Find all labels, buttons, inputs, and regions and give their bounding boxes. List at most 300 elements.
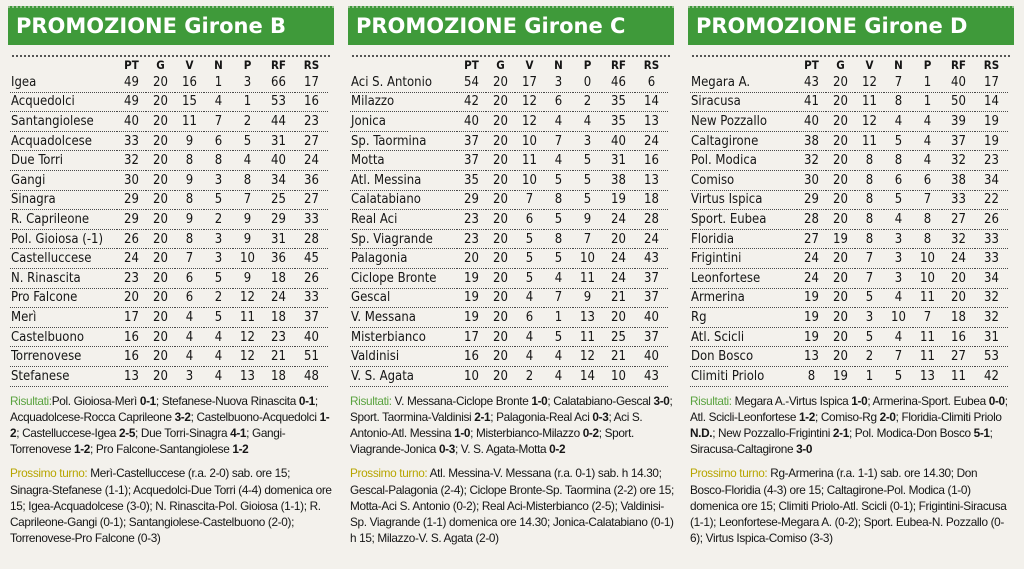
stat-p: 1 xyxy=(913,92,942,112)
stat-pt: 16 xyxy=(117,347,146,367)
stat-p: 10 xyxy=(573,249,602,269)
stat-g: 20 xyxy=(146,170,175,190)
stat-n: 4 xyxy=(884,112,913,132)
stat-v: 9 xyxy=(175,170,204,190)
table-row xyxy=(350,366,668,386)
header-team xyxy=(350,57,457,73)
stat-pt: 19 xyxy=(797,288,826,308)
stat-rs: 19 xyxy=(975,131,1008,151)
stat-pt: 49 xyxy=(117,92,146,112)
team-name: Motta xyxy=(350,151,457,171)
table-row xyxy=(10,366,328,386)
stat-v: 6 xyxy=(175,288,204,308)
stat-p: 9 xyxy=(573,210,602,230)
stat-n: 5 xyxy=(204,268,233,288)
stat-p: 9 xyxy=(233,268,262,288)
table-row xyxy=(350,112,668,132)
stat-rs: 13 xyxy=(635,112,668,132)
header-p: P xyxy=(243,58,252,72)
match-teams: ; Due Torri-Sinagra xyxy=(135,425,231,440)
match-score: 5-1 xyxy=(973,425,990,440)
stat-p: 6 xyxy=(913,170,942,190)
team-name: Igea xyxy=(10,73,117,92)
stat-g: 20 xyxy=(486,268,515,288)
match-teams: ; Sport. Viagrande-Jonica xyxy=(350,425,634,457)
stat-rs: 17 xyxy=(975,73,1008,92)
stat-pt: 8 xyxy=(797,366,826,386)
stat-v: 5 xyxy=(855,327,884,347)
stat-pt: 13 xyxy=(797,347,826,367)
team-name: Atl. Messina xyxy=(350,170,457,190)
stat-pt: 20 xyxy=(117,288,146,308)
table-row xyxy=(690,190,1008,210)
stat-pt: 24 xyxy=(797,249,826,269)
prossimo-turno-paragraph xyxy=(690,465,1014,546)
stat-rf: 25 xyxy=(262,190,295,210)
stat-rs: 33 xyxy=(975,249,1008,269)
table-row xyxy=(690,73,1008,92)
table-row xyxy=(350,229,668,249)
stat-g: 19 xyxy=(826,229,855,249)
stat-p: 9 xyxy=(233,229,262,249)
table-row xyxy=(690,308,1008,328)
prossimo-turno-label: Prossimo turno: xyxy=(10,466,88,481)
stat-rs: 14 xyxy=(975,92,1008,112)
stat-v: 5 xyxy=(515,249,544,269)
stat-rf: 16 xyxy=(942,327,975,347)
stat-rs: 16 xyxy=(635,151,668,171)
stat-n: 4 xyxy=(884,288,913,308)
stat-rf: 33 xyxy=(942,190,975,210)
stat-rf: 34 xyxy=(262,170,295,190)
stat-v: 11 xyxy=(855,92,884,112)
table-row xyxy=(10,92,328,112)
stat-rs: 48 xyxy=(295,366,328,386)
stat-p: 9 xyxy=(233,210,262,230)
stat-n: 3 xyxy=(884,229,913,249)
stat-g: 20 xyxy=(826,170,855,190)
match-teams: ; Pro Falcone-Santangiolese xyxy=(90,442,233,457)
stat-rf: 38 xyxy=(942,170,975,190)
table-row xyxy=(10,268,328,288)
match-score: 4-1 xyxy=(230,425,247,440)
stat-p: 12 xyxy=(233,327,262,347)
stat-rf: 27 xyxy=(942,347,975,367)
match-score: 2-1 xyxy=(474,409,491,424)
stat-n: 8 xyxy=(204,151,233,171)
table-row xyxy=(690,327,1008,347)
stat-g: 20 xyxy=(826,151,855,171)
stat-rs: 32 xyxy=(975,308,1008,328)
risultati-paragraph xyxy=(350,393,674,458)
stat-rs: 53 xyxy=(975,347,1008,367)
stat-v: 6 xyxy=(175,268,204,288)
stat-p: 9 xyxy=(573,288,602,308)
stat-pt: 19 xyxy=(797,308,826,328)
prossimo-turno-text: Atl. Messina-V. Messana (r.a. 0-1) sab. h 14.30; Gescal-Palagonia (2-4); Ciclope Bronte-Sp. Taormina (2-2) ore 15; Motta-Aci S. Antonio (0-2); Real Aci-Misterbianco (2-5); Valdinisi-Sp. Viagrande (1-1) domenica ore 14.30; Jonica-Calatabiano (0-1) h 15; Milazzo-V. S. Agata (2-0) xyxy=(350,466,674,546)
match-score: 1-2 xyxy=(10,409,330,440)
match-teams: ; Calatabiano-Gescal xyxy=(547,393,654,408)
table-row xyxy=(690,288,1008,308)
table-row xyxy=(350,190,668,210)
match-score: 1-2 xyxy=(232,442,249,457)
table-row xyxy=(350,308,668,328)
table-row xyxy=(690,112,1008,132)
stat-g: 19 xyxy=(826,366,855,386)
stat-rs: 33 xyxy=(295,210,328,230)
match-score: 0-0 xyxy=(988,393,1005,408)
stat-rs: 28 xyxy=(295,229,328,249)
stat-rf: 31 xyxy=(262,229,295,249)
stat-rf: 29 xyxy=(262,210,295,230)
stat-pt: 17 xyxy=(457,327,486,347)
stat-rf: 24 xyxy=(262,288,295,308)
stat-v: 8 xyxy=(175,229,204,249)
header-rs: RS xyxy=(983,58,1000,72)
stat-v: 8 xyxy=(855,229,884,249)
team-name: Aci S. Antonio xyxy=(350,73,457,92)
stat-n: 8 xyxy=(544,229,573,249)
team-name: Leonfortese xyxy=(690,268,797,288)
stat-pt: 40 xyxy=(797,112,826,132)
team-name: Pol. Gioiosa (-1) xyxy=(10,229,117,249)
stat-rf: 38 xyxy=(602,170,635,190)
stat-g: 20 xyxy=(486,131,515,151)
stat-rf: 66 xyxy=(262,73,295,92)
team-name: Caltagirone xyxy=(690,131,797,151)
stat-g: 20 xyxy=(146,327,175,347)
header-p: P xyxy=(583,58,592,72)
girone-d-title: PROMOZIONE Girone D xyxy=(688,6,1014,45)
stat-pt: 29 xyxy=(457,190,486,210)
match-teams: ; New Pozzallo-Frigintini xyxy=(712,425,833,440)
match-score: 1-0 xyxy=(454,425,471,440)
stat-pt: 32 xyxy=(797,151,826,171)
match-teams: ; Castelluccese-Igea xyxy=(16,425,120,440)
header-pt: PT xyxy=(464,58,479,72)
stat-v: 4 xyxy=(515,327,544,347)
stat-p: 3 xyxy=(233,73,262,92)
stat-g: 20 xyxy=(146,288,175,308)
stat-rf: 20 xyxy=(942,288,975,308)
stat-n: 4 xyxy=(544,151,573,171)
stat-p: 8 xyxy=(233,170,262,190)
stat-p: 1 xyxy=(233,92,262,112)
table-row xyxy=(350,327,668,347)
stat-g: 20 xyxy=(826,288,855,308)
team-name: Misterbianco xyxy=(350,327,457,347)
stat-p: 8 xyxy=(913,229,942,249)
table-row xyxy=(10,131,328,151)
table-row xyxy=(690,229,1008,249)
match-score: 1-2 xyxy=(798,409,815,424)
stat-g: 20 xyxy=(826,268,855,288)
header-team xyxy=(690,57,797,73)
stat-pt: 23 xyxy=(117,268,146,288)
stat-v: 8 xyxy=(855,170,884,190)
stat-n: 4 xyxy=(544,347,573,367)
team-name: Acquedolci xyxy=(10,92,117,112)
stat-p: 13 xyxy=(913,366,942,386)
stat-p: 12 xyxy=(233,347,262,367)
stat-p: 7 xyxy=(913,308,942,328)
stat-rs: 40 xyxy=(635,347,668,367)
stat-rf: 53 xyxy=(262,92,295,112)
stat-n: 10 xyxy=(884,308,913,328)
stat-g: 20 xyxy=(486,190,515,210)
stat-rs: 33 xyxy=(295,288,328,308)
stat-pt: 42 xyxy=(457,92,486,112)
table-row xyxy=(350,210,668,230)
match-teams: ; Acquadolcese-Rocca Caprileone xyxy=(10,393,318,424)
stat-rs: 51 xyxy=(295,347,328,367)
stat-g: 20 xyxy=(146,73,175,92)
stat-n: 3 xyxy=(204,249,233,269)
stat-rs: 28 xyxy=(635,210,668,230)
team-name: Climiti Priolo xyxy=(690,366,797,386)
team-name: Pro Falcone xyxy=(10,288,117,308)
header-v: V xyxy=(865,58,874,72)
stat-rf: 40 xyxy=(602,131,635,151)
prossimo-turno-text: Rg-Armerina (r.a. 1-1) sab. ore 14.30; Don Bosco-Floridia (4-3) ore 15; Caltagirone-Pol. Modica (1-0) domenica ore 15; Climiti Priolo-Atl. Scicli (0-1); Frigintini-Siracusa (1-1); Leonfortese-Megara A. (0-2); Sport. Eubea-N. Pozzallo (0-6); Virtus Ispica-Comiso (3-3) xyxy=(690,466,1007,546)
separator xyxy=(352,47,670,57)
table-row xyxy=(690,131,1008,151)
match-teams: ; Armerina-Sport. Eubea xyxy=(867,393,989,408)
stat-p: 5 xyxy=(573,170,602,190)
stat-n: 4 xyxy=(204,366,233,386)
match-teams: ; Aci S. Antonio-Atl. Messina xyxy=(350,409,643,440)
stat-g: 20 xyxy=(146,151,175,171)
risultati-label: Risultati: xyxy=(350,393,392,408)
stat-g: 20 xyxy=(486,249,515,269)
stat-rs: 40 xyxy=(295,327,328,347)
stat-pt: 40 xyxy=(117,112,146,132)
header-team xyxy=(10,57,117,73)
stat-rf: 24 xyxy=(602,210,635,230)
girone-c-panel xyxy=(348,6,674,554)
stat-g: 20 xyxy=(146,347,175,367)
match-teams: ; Palagonia-Real Aci xyxy=(490,409,593,424)
stat-v: 7 xyxy=(855,268,884,288)
stat-v: 4 xyxy=(175,327,204,347)
table-header-row xyxy=(690,57,1008,73)
stat-v: 7 xyxy=(855,249,884,269)
stat-g: 20 xyxy=(146,308,175,328)
stat-n: 4 xyxy=(884,210,913,230)
stat-rf: 32 xyxy=(942,151,975,171)
stat-v: 1 xyxy=(855,366,884,386)
team-name: Castelluccese xyxy=(10,249,117,269)
stat-v: 11 xyxy=(175,112,204,132)
stat-g: 20 xyxy=(146,190,175,210)
team-name: Megara A. xyxy=(690,73,797,92)
header-g: G xyxy=(496,58,505,72)
stat-g: 20 xyxy=(146,268,175,288)
girone-d-notes xyxy=(690,393,1014,547)
stat-g: 20 xyxy=(486,347,515,367)
stat-p: 5 xyxy=(573,151,602,171)
stat-rs: 13 xyxy=(635,170,668,190)
stat-rf: 18 xyxy=(942,308,975,328)
stat-p: 1 xyxy=(913,73,942,92)
stat-n: 4 xyxy=(544,112,573,132)
stat-pt: 17 xyxy=(117,308,146,328)
girone-b-standings-table xyxy=(10,57,328,387)
stat-v: 9 xyxy=(175,210,204,230)
team-name: Gangi xyxy=(10,170,117,190)
stat-rf: 24 xyxy=(602,249,635,269)
stat-rs: 6 xyxy=(635,73,668,92)
girone-d-panel xyxy=(688,6,1014,554)
team-name: Atl. Scicli xyxy=(690,327,797,347)
risultati-paragraph xyxy=(10,393,334,458)
stat-n: 3 xyxy=(884,268,913,288)
stat-rs: 24 xyxy=(635,131,668,151)
stat-pt: 16 xyxy=(117,327,146,347)
stat-rf: 10 xyxy=(602,366,635,386)
stat-n: 3 xyxy=(884,249,913,269)
stat-pt: 24 xyxy=(117,249,146,269)
stat-v: 8 xyxy=(175,190,204,210)
stat-rf: 31 xyxy=(602,151,635,171)
stat-v: 12 xyxy=(855,112,884,132)
stat-g: 20 xyxy=(486,210,515,230)
stat-g: 20 xyxy=(486,366,515,386)
stat-n: 3 xyxy=(204,170,233,190)
header-rs: RS xyxy=(303,58,320,72)
table-row xyxy=(690,210,1008,230)
stat-n: 5 xyxy=(544,210,573,230)
stat-v: 4 xyxy=(175,308,204,328)
risultati-label: Risultati: xyxy=(690,393,732,408)
match-teams: Pol. Gioiosa-Merì xyxy=(51,393,140,408)
stat-p: 7 xyxy=(233,190,262,210)
stat-rf: 46 xyxy=(602,73,635,92)
stat-p: 11 xyxy=(913,347,942,367)
stat-g: 20 xyxy=(826,131,855,151)
stat-rf: 21 xyxy=(602,288,635,308)
team-name: Palagonia xyxy=(350,249,457,269)
header-g: G xyxy=(156,58,165,72)
stat-v: 15 xyxy=(175,92,204,112)
table-row xyxy=(10,308,328,328)
stat-p: 4 xyxy=(233,151,262,171)
stat-n: 4 xyxy=(204,92,233,112)
stat-pt: 32 xyxy=(117,151,146,171)
stat-n: 4 xyxy=(544,268,573,288)
stat-rs: 27 xyxy=(295,190,328,210)
stat-v: 12 xyxy=(855,73,884,92)
stat-n: 7 xyxy=(884,347,913,367)
stat-g: 20 xyxy=(146,366,175,386)
stat-rf: 24 xyxy=(602,268,635,288)
stat-rs: 37 xyxy=(635,268,668,288)
stat-rs: 43 xyxy=(635,249,668,269)
stat-g: 20 xyxy=(826,112,855,132)
stat-p: 10 xyxy=(913,249,942,269)
header-v: V xyxy=(525,58,534,72)
table-row xyxy=(690,268,1008,288)
stat-rs: 14 xyxy=(635,92,668,112)
stat-pt: 33 xyxy=(117,131,146,151)
stat-rf: 19 xyxy=(602,190,635,210)
match-score: 0-3 xyxy=(438,442,455,457)
match-score: 2-5 xyxy=(119,425,136,440)
stat-pt: 24 xyxy=(797,268,826,288)
stat-pt: 30 xyxy=(117,170,146,190)
stat-v: 8 xyxy=(855,190,884,210)
stat-rf: 21 xyxy=(602,347,635,367)
stat-g: 20 xyxy=(826,327,855,347)
stat-p: 4 xyxy=(913,131,942,151)
table-row xyxy=(690,347,1008,367)
stat-g: 20 xyxy=(486,229,515,249)
stat-p: 4 xyxy=(573,112,602,132)
stat-rs: 33 xyxy=(975,229,1008,249)
stat-n: 7 xyxy=(544,131,573,151)
stat-rf: 50 xyxy=(942,92,975,112)
stat-p: 3 xyxy=(573,131,602,151)
stat-g: 20 xyxy=(826,210,855,230)
table-row xyxy=(10,170,328,190)
team-name: Sport. Eubea xyxy=(690,210,797,230)
stat-rf: 25 xyxy=(602,327,635,347)
prossimo-turno-paragraph xyxy=(10,465,334,546)
stat-pt: 16 xyxy=(457,347,486,367)
stat-pt: 40 xyxy=(457,112,486,132)
team-name: Stefanese xyxy=(10,366,117,386)
team-name: Gescal xyxy=(350,288,457,308)
stat-p: 5 xyxy=(573,190,602,210)
stat-pt: 19 xyxy=(797,327,826,347)
girone-c-notes xyxy=(350,393,674,547)
stat-rf: 44 xyxy=(262,112,295,132)
table-row xyxy=(690,92,1008,112)
stat-rs: 24 xyxy=(295,151,328,171)
stat-pt: 41 xyxy=(797,92,826,112)
stat-n: 6 xyxy=(884,170,913,190)
team-name: Due Torri xyxy=(10,151,117,171)
stat-rf: 11 xyxy=(942,366,975,386)
table-header-row xyxy=(10,57,328,73)
match-teams: ; Castelbuono-Acquedolci xyxy=(190,409,320,424)
stat-v: 6 xyxy=(515,210,544,230)
team-name: Frigintini xyxy=(690,249,797,269)
stat-rf: 20 xyxy=(602,308,635,328)
stat-n: 5 xyxy=(884,190,913,210)
stat-rs: 22 xyxy=(975,190,1008,210)
stat-v: 5 xyxy=(515,268,544,288)
stat-n: 8 xyxy=(544,190,573,210)
stat-rs: 24 xyxy=(635,229,668,249)
stat-rs: 34 xyxy=(975,268,1008,288)
stat-n: 5 xyxy=(544,249,573,269)
stat-v: 6 xyxy=(515,308,544,328)
team-name: Floridia xyxy=(690,229,797,249)
header-p: P xyxy=(923,58,932,72)
stat-p: 11 xyxy=(913,327,942,347)
stat-p: 11 xyxy=(573,327,602,347)
separator xyxy=(12,47,330,57)
team-name: Armerina xyxy=(690,288,797,308)
stat-p: 13 xyxy=(573,308,602,328)
stat-n: 2 xyxy=(204,288,233,308)
stat-rs: 37 xyxy=(635,288,668,308)
stat-v: 9 xyxy=(175,131,204,151)
stat-v: 2 xyxy=(515,366,544,386)
stat-rf: 32 xyxy=(942,229,975,249)
table-row xyxy=(350,347,668,367)
